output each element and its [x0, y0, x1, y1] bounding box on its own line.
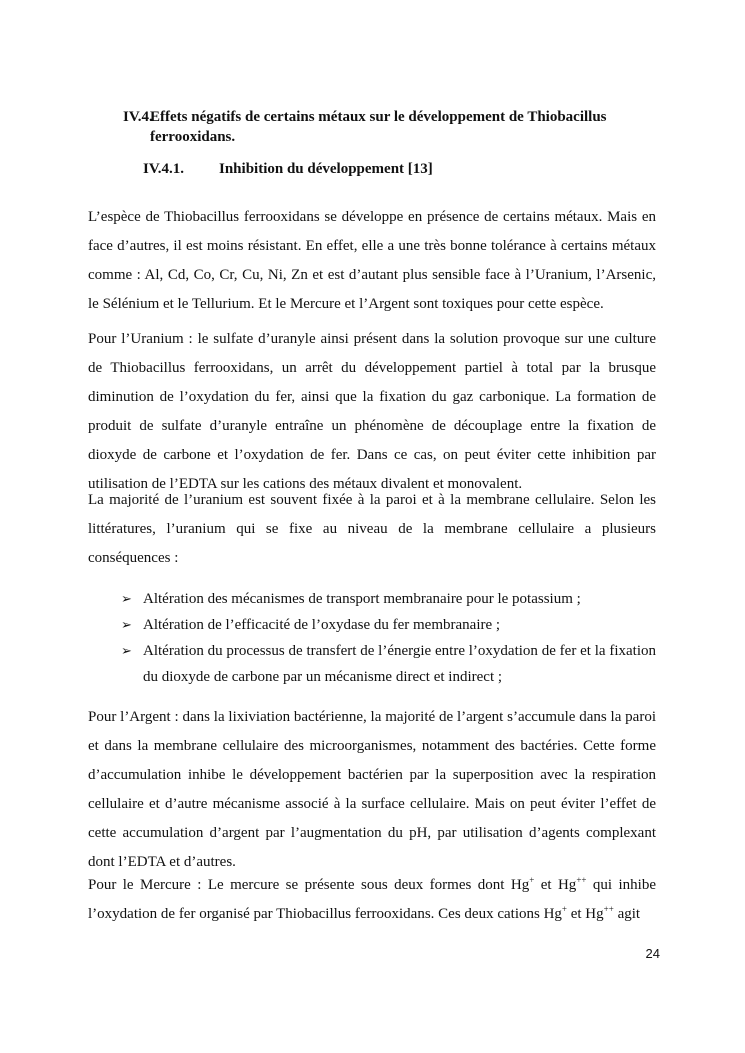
arrow-bullet-icon: ➢ [121, 591, 132, 606]
superscript: + [561, 904, 567, 914]
consequences-list [121, 586, 656, 690]
paragraph-silver: Pour l’Argent : dans la lixiviation bactérienne, la majorité de l’argent s’accumule dans la paroi et dans la membrane cellulaire des microorganismes, notamment des bactéries. Cette forme d’accumulation inhibe le développement bactérien par la superposition avec la respiration cellulaire et d’autre mécanisme associé à la surface cellulaire. Mais on peut éviter l’effet de cette accumulation d’argent par l’augmentation du pH, par utilisation d’agents complexant dont l’EDTA et d’autres. [88, 709, 656, 870]
list-item [121, 612, 656, 638]
list-item-text: Altération de l’efficacité de l’oxydase du fer membranaire ; [143, 617, 501, 633]
paragraph-uranium-consequences: La majorité de l’uranium est souvent fixée à la paroi et à la membrane cellulaire. Selon les littératures, l’uranium qui se fixe au niveau de la membrane cellulaire a plusieurs conséquences : [88, 492, 656, 566]
list-item-text: Altération des mécanismes de transport membranaire pour le potassium ; [143, 591, 581, 607]
arrow-bullet-icon: ➢ [121, 643, 132, 658]
section-heading [123, 107, 663, 147]
mercury-text-3: qui inhibe l’oxydation de fer organisé par Thiobacillus ferrooxidans. Ces deux cations Hg [88, 877, 656, 922]
section-number: IV.4. [123, 109, 153, 125]
arrow-bullet-icon: ➢ [121, 617, 132, 632]
subsection-title: Inhibition du développement [13] [219, 161, 433, 177]
section-title-line2: ferrooxidans. [150, 129, 236, 145]
list-item-text: Altération du processus de transfert de l’énergie entre l’oxydation de fer et la fixation du dioxyde de carbone par un mécanisme direct et indirect ; [143, 643, 656, 685]
superscript: + [529, 875, 535, 885]
subsection-number: IV.4.1. [143, 161, 184, 177]
paragraph-intro: L’espèce de Thiobacillus ferrooxidans se développe en présence de certains métaux. Mais en face d’autres, il est moins résistant. En effet, elle a une très bonne tolérance à certains métaux comme : Al, Cd, Co, Cr, Cu, Ni, Zn et est d’autant plus sensible face à l’Uranium, l’Arsenic, le Sélénium et le Tellurium. Et le Mercure et l’Argent sont toxiques pour cette espèce. [88, 209, 656, 312]
mercury-text-2: et Hg [534, 877, 577, 893]
list-item [121, 586, 656, 612]
page-number: 24 [645, 946, 660, 961]
superscript: ++ [576, 875, 587, 885]
mercury-text-1: Pour le Mercure : Le mercure se présente sous deux formes dont Hg [88, 877, 530, 893]
section-title-line1: Effets négatifs de certains métaux sur le développement de Thiobacillus [150, 109, 607, 125]
subsection-heading [143, 159, 433, 179]
mercury-text-5: agit [613, 906, 641, 922]
paragraph-uranium: Pour l’Uranium : le sulfate d’uranyle ainsi présent dans la solution provoque sur une culture de Thiobacillus ferrooxidans, un arrêt du développement partiel à total par la brusque diminution de l’oxydation du fer, ainsi que la fixation du gaz carbonique. La formation de produit de sulfate d’uranyle entraîne un phénomène de découplage entre la fixation de dioxyde de carbone et l’oxydation de fer. Dans ce cas, on peut éviter cette inhibition par utilisation de l’EDTA sur les cations des métaux divalent et monovalent. [88, 331, 656, 492]
list-item [121, 638, 656, 690]
superscript: ++ [603, 904, 614, 914]
paragraph-mercury [88, 871, 656, 929]
mercury-text-4: et Hg [566, 906, 604, 922]
